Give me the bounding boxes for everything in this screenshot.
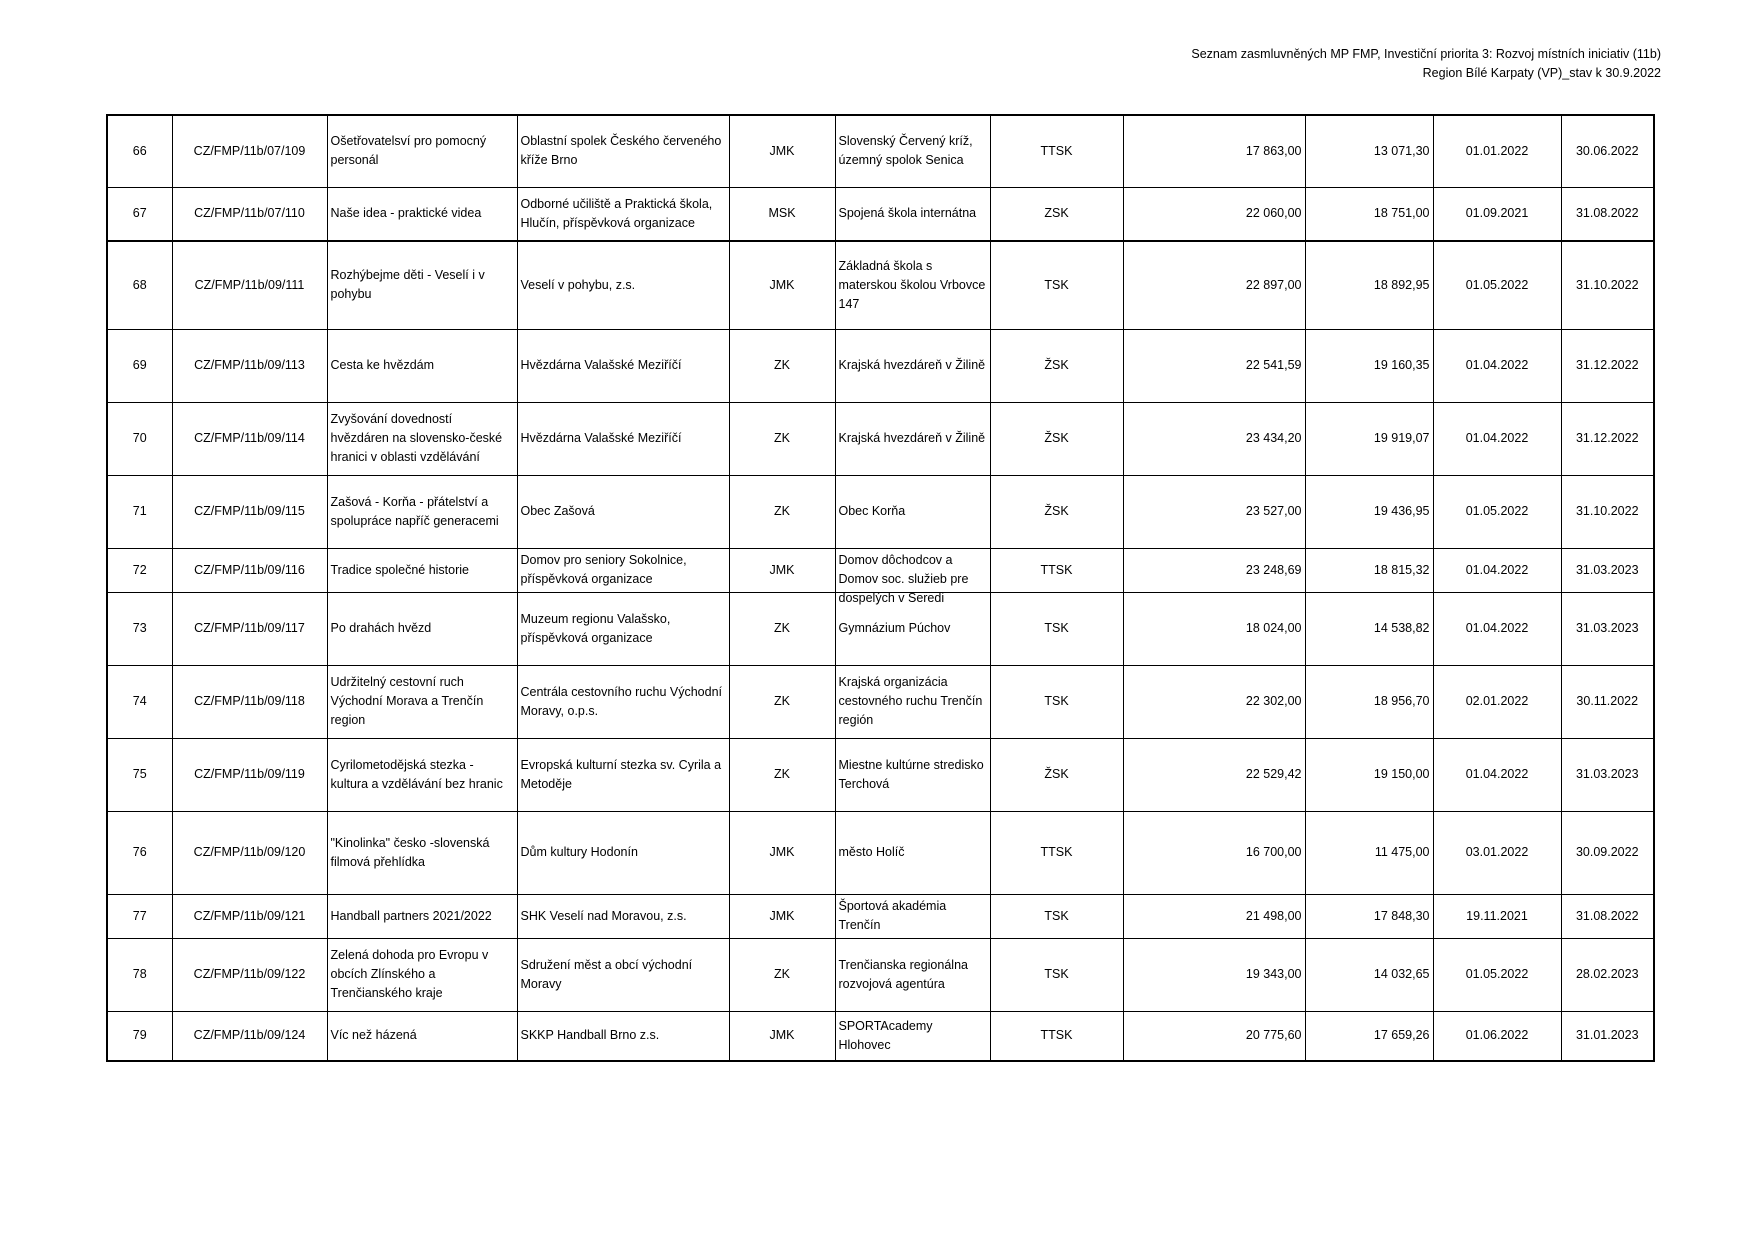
row-number-cell: 78 <box>107 938 172 1011</box>
row-number-cell: 66 <box>107 115 172 187</box>
project-code-cell: CZ/FMP/11b/09/119 <box>172 738 327 811</box>
partner-name-cell: Krajská hvezdáreň v Žilině <box>835 402 990 475</box>
project-name-cell: Zvyšování dovedností hvězdáren na slovensko-české hranici v oblasti vzdělávání <box>327 402 517 475</box>
row-number-cell: 72 <box>107 548 172 592</box>
project-name-cell: Naše idea - praktické videa <box>327 187 517 241</box>
partner-region-cell: TTSK <box>990 548 1123 592</box>
row-number-cell: 73 <box>107 592 172 665</box>
partner-name-cell: Miestne kultúrne stredisko Terchová <box>835 738 990 811</box>
lead-applicant-cell: Odborné učiliště a Praktická škola, Hlučín, příspěvková organizace <box>517 187 729 241</box>
partner-name-cell: město Holíč <box>835 811 990 894</box>
total-amount-cell: 20 775,60 <box>1123 1011 1305 1061</box>
project-name-cell: Víc než házená <box>327 1011 517 1061</box>
project-code-cell: CZ/FMP/11b/09/115 <box>172 475 327 548</box>
applicant-region-cell: MSK <box>729 187 835 241</box>
project-name-cell: Handball partners 2021/2022 <box>327 894 517 938</box>
end-date-cell: 31.03.2023 <box>1561 592 1654 665</box>
end-date-cell: 31.03.2023 <box>1561 738 1654 811</box>
project-name-cell: Udržitelný cestovní ruch Východní Morava a Trenčín region <box>327 665 517 738</box>
total-amount-cell: 22 529,42 <box>1123 738 1305 811</box>
table-row <box>107 1011 1654 1061</box>
applicant-region-cell: ZK <box>729 475 835 548</box>
row-number-cell: 76 <box>107 811 172 894</box>
partner-name-cell: Obec Korňa <box>835 475 990 548</box>
applicant-region-cell: JMK <box>729 115 835 187</box>
row-number-cell: 71 <box>107 475 172 548</box>
table-row <box>107 329 1654 402</box>
efrr-amount-cell: 19 436,95 <box>1305 475 1433 548</box>
total-amount-cell: 22 541,59 <box>1123 329 1305 402</box>
partner-name-cell: Trenčianska regionálna rozvojová agentúra <box>835 938 990 1011</box>
applicant-region-cell: ZK <box>729 329 835 402</box>
efrr-amount-cell: 14 032,65 <box>1305 938 1433 1011</box>
partner-name-cell: Krajská hvezdáreň v Žilině <box>835 329 990 402</box>
efrr-amount-cell: 19 150,00 <box>1305 738 1433 811</box>
partner-region-cell: TTSK <box>990 1011 1123 1061</box>
partner-region-cell: TSK <box>990 241 1123 329</box>
partner-name-text: Domov dôchodcov a Domov soc. služieb pre dospelých v Seredi <box>838 553 969 605</box>
partner-region-cell: TTSK <box>990 115 1123 187</box>
partner-name-cell: Spojená škola internátna <box>835 187 990 241</box>
table-row <box>107 115 1654 187</box>
table-row <box>107 475 1654 548</box>
project-code-cell: CZ/FMP/11b/09/116 <box>172 548 327 592</box>
lead-applicant-cell: Sdružení měst a obcí východní Moravy <box>517 938 729 1011</box>
end-date-cell: 31.01.2023 <box>1561 1011 1654 1061</box>
start-date-cell: 03.01.2022 <box>1433 811 1561 894</box>
start-date-cell: 01.04.2022 <box>1433 738 1561 811</box>
start-date-cell: 01.04.2022 <box>1433 592 1561 665</box>
lead-applicant-cell: Hvězdárna Valašské Meziříčí <box>517 402 729 475</box>
row-number-cell: 69 <box>107 329 172 402</box>
row-number-cell: 67 <box>107 187 172 241</box>
efrr-amount-cell: 13 071,30 <box>1305 115 1433 187</box>
efrr-amount-cell: 19 919,07 <box>1305 402 1433 475</box>
lead-applicant-cell: Oblastní spolek Českého červeného kříže Brno <box>517 115 729 187</box>
partner-region-cell: TSK <box>990 665 1123 738</box>
applicant-region-cell: JMK <box>729 811 835 894</box>
table-row <box>107 241 1654 329</box>
project-code-cell: CZ/FMP/11b/09/124 <box>172 1011 327 1061</box>
lead-applicant-cell: Domov pro seniory Sokolnice, příspěvková organizace <box>517 548 729 592</box>
total-amount-cell: 23 248,69 <box>1123 548 1305 592</box>
start-date-cell: 01.05.2022 <box>1433 241 1561 329</box>
total-amount-cell: 18 024,00 <box>1123 592 1305 665</box>
total-amount-cell: 23 434,20 <box>1123 402 1305 475</box>
end-date-cell: 31.10.2022 <box>1561 475 1654 548</box>
project-code-cell: CZ/FMP/11b/09/117 <box>172 592 327 665</box>
project-name-cell: Po drahách hvězd <box>327 592 517 665</box>
applicant-region-cell: JMK <box>729 548 835 592</box>
start-date-cell: 01.04.2022 <box>1433 329 1561 402</box>
partner-region-cell: TSK <box>990 592 1123 665</box>
efrr-amount-cell: 18 956,70 <box>1305 665 1433 738</box>
start-date-cell: 01.04.2022 <box>1433 548 1561 592</box>
row-number-cell: 75 <box>107 738 172 811</box>
end-date-cell: 30.11.2022 <box>1561 665 1654 738</box>
partner-region-cell: ZSK <box>990 187 1123 241</box>
lead-applicant-cell: SKKP Handball Brno z.s. <box>517 1011 729 1061</box>
row-number-cell: 79 <box>107 1011 172 1061</box>
start-date-cell: 01.04.2022 <box>1433 402 1561 475</box>
partner-name-cell: Základná škola s materskou školou Vrbovce 147 <box>835 241 990 329</box>
project-code-cell: CZ/FMP/11b/09/118 <box>172 665 327 738</box>
project-code-cell: CZ/FMP/11b/07/109 <box>172 115 327 187</box>
project-name-cell: Zelená dohoda pro Evropu v obcích Zlínského a Trenčianského kraje <box>327 938 517 1011</box>
end-date-cell: 31.12.2022 <box>1561 329 1654 402</box>
partner-region-cell: ŽSK <box>990 402 1123 475</box>
partner-name-cell: Krajská organizácia cestovného ruchu Trenčín región <box>835 665 990 738</box>
efrr-amount-cell: 18 892,95 <box>1305 241 1433 329</box>
start-date-cell: 01.06.2022 <box>1433 1011 1561 1061</box>
applicant-region-cell: JMK <box>729 241 835 329</box>
efrr-amount-cell: 17 848,30 <box>1305 894 1433 938</box>
project-name-cell: Tradice společné historie <box>327 548 517 592</box>
lead-applicant-cell: Hvězdárna Valašské Meziříčí <box>517 329 729 402</box>
table-row <box>107 665 1654 738</box>
partner-name-cell <box>835 548 990 605</box>
efrr-amount-cell: 17 659,26 <box>1305 1011 1433 1061</box>
row-number-cell: 74 <box>107 665 172 738</box>
row-number-cell: 68 <box>107 241 172 329</box>
total-amount-cell: 22 060,00 <box>1123 187 1305 241</box>
project-code-cell: CZ/FMP/11b/09/111 <box>172 241 327 329</box>
project-name-cell: Rozhýbejme děti - Veselí i v pohybu <box>327 241 517 329</box>
start-date-cell: 19.11.2021 <box>1433 894 1561 938</box>
table-row <box>107 402 1654 475</box>
start-date-cell: 01.05.2022 <box>1433 938 1561 1011</box>
partner-name-cell: Športová akadémia Trenčín <box>835 894 990 938</box>
lead-applicant-cell: Centrála cestovního ruchu Východní Moravy, o.p.s. <box>517 665 729 738</box>
lead-applicant-cell: Evropská kulturní stezka sv. Cyrila a Metoděje <box>517 738 729 811</box>
project-code-cell: CZ/FMP/11b/07/110 <box>172 187 327 241</box>
applicant-region-cell: JMK <box>729 1011 835 1061</box>
table-row <box>107 548 1654 592</box>
total-amount-cell: 22 897,00 <box>1123 241 1305 329</box>
project-name-cell: Ošetřovatelsví pro pomocný personál <box>327 115 517 187</box>
applicant-region-cell: ZK <box>729 738 835 811</box>
applicant-region-cell: ZK <box>729 938 835 1011</box>
efrr-amount-cell: 11 475,00 <box>1305 811 1433 894</box>
end-date-cell: 30.06.2022 <box>1561 115 1654 187</box>
applicant-region-cell: JMK <box>729 894 835 938</box>
project-name-cell: Cyrilometodějská stezka - kultura a vzdělávání bez hranic <box>327 738 517 811</box>
partner-name-cell: Gymnázium Púchov <box>835 592 990 665</box>
row-number-cell: 70 <box>107 402 172 475</box>
partner-name-cell: SPORTAcademy Hlohovec <box>835 1011 990 1061</box>
end-date-cell: 30.09.2022 <box>1561 811 1654 894</box>
total-amount-cell: 16 700,00 <box>1123 811 1305 894</box>
end-date-cell: 28.02.2023 <box>1561 938 1654 1011</box>
partner-region-cell: ŽSK <box>990 329 1123 402</box>
header-subtitle: Region Bílé Karpaty (VP)_stav k 30.9.2022 <box>1422 66 1661 80</box>
project-code-cell: CZ/FMP/11b/09/114 <box>172 402 327 475</box>
applicant-region-cell: ZK <box>729 592 835 665</box>
project-code-cell: CZ/FMP/11b/09/122 <box>172 938 327 1011</box>
table-row <box>107 187 1654 241</box>
efrr-amount-cell: 18 751,00 <box>1305 187 1433 241</box>
start-date-cell: 02.01.2022 <box>1433 665 1561 738</box>
table-row <box>107 738 1654 811</box>
total-amount-cell: 21 498,00 <box>1123 894 1305 938</box>
project-code-cell: CZ/FMP/11b/09/120 <box>172 811 327 894</box>
project-code-cell: CZ/FMP/11b/09/121 <box>172 894 327 938</box>
partner-name-cell: Slovenský Červený kríž, územný spolok Senica <box>835 115 990 187</box>
project-name-cell: Cesta ke hvězdám <box>327 329 517 402</box>
project-name-cell: "Kinolinka" česko -slovenská filmová přehlídka <box>327 811 517 894</box>
total-amount-cell: 17 863,00 <box>1123 115 1305 187</box>
projects-table-body <box>107 115 1654 1061</box>
end-date-cell: 31.08.2022 <box>1561 894 1654 938</box>
row-number-cell: 77 <box>107 894 172 938</box>
efrr-amount-cell: 14 538,82 <box>1305 592 1433 665</box>
end-date-cell: 31.10.2022 <box>1561 241 1654 329</box>
partner-region-cell: TSK <box>990 894 1123 938</box>
lead-applicant-cell: Obec Zašová <box>517 475 729 548</box>
efrr-amount-cell: 18 815,32 <box>1305 548 1433 592</box>
table-row <box>107 938 1654 1011</box>
lead-applicant-cell: SHK Veselí nad Moravou, z.s. <box>517 894 729 938</box>
end-date-cell: 31.03.2023 <box>1561 548 1654 592</box>
table-row <box>107 894 1654 938</box>
project-code-cell: CZ/FMP/11b/09/113 <box>172 329 327 402</box>
lead-applicant-cell: Veselí v pohybu, z.s. <box>517 241 729 329</box>
applicant-region-cell: ZK <box>729 402 835 475</box>
header-title: Seznam zasmluvněných MP FMP, Investiční priorita 3: Rozvoj místních iniciativ (11b) <box>1191 47 1661 61</box>
end-date-cell: 31.12.2022 <box>1561 402 1654 475</box>
efrr-amount-cell: 19 160,35 <box>1305 329 1433 402</box>
partner-region-cell: ŽSK <box>990 738 1123 811</box>
applicant-region-cell: ZK <box>729 665 835 738</box>
project-name-cell: Zašová - Korňa - přátelství a spolupráce napříč generacemi <box>327 475 517 548</box>
total-amount-cell: 19 343,00 <box>1123 938 1305 1011</box>
start-date-cell: 01.09.2021 <box>1433 187 1561 241</box>
partner-region-cell: TTSK <box>990 811 1123 894</box>
projects-table <box>106 114 1655 1062</box>
total-amount-cell: 22 302,00 <box>1123 665 1305 738</box>
lead-applicant-cell: Dům kultury Hodonín <box>517 811 729 894</box>
total-amount-cell: 23 527,00 <box>1123 475 1305 548</box>
document-header <box>1191 45 1661 83</box>
partner-region-cell: ŽSK <box>990 475 1123 548</box>
start-date-cell: 01.01.2022 <box>1433 115 1561 187</box>
partner-region-cell: TSK <box>990 938 1123 1011</box>
lead-applicant-cell: Muzeum regionu Valašsko, příspěvková organizace <box>517 592 729 665</box>
start-date-cell: 01.05.2022 <box>1433 475 1561 548</box>
table-row <box>107 811 1654 894</box>
end-date-cell: 31.08.2022 <box>1561 187 1654 241</box>
